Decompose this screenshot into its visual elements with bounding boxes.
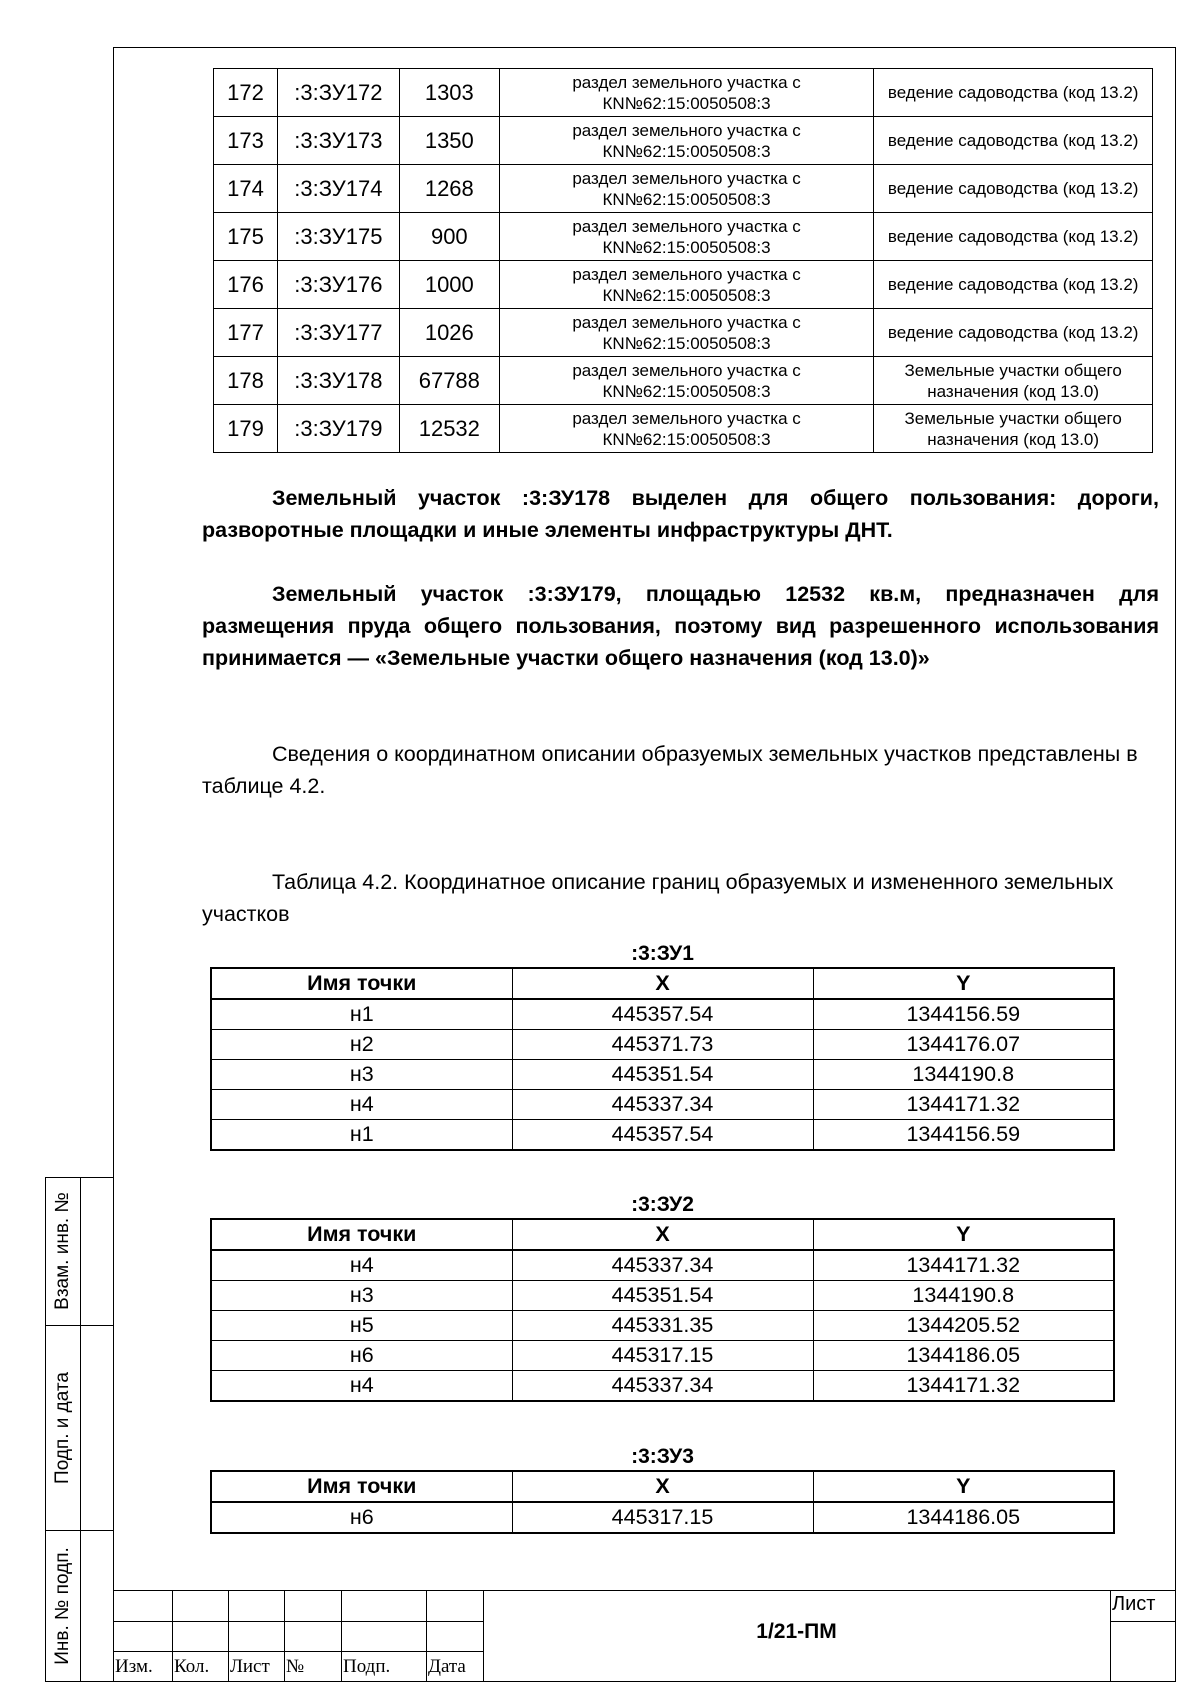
parcel-description: раздел земельного участка с КN№62:15:0050508:3	[499, 357, 874, 405]
parcel-id: :3:ЗУ174	[277, 165, 399, 213]
table-row	[211, 1060, 1114, 1090]
coord-y: 1344190.8	[813, 1281, 1114, 1311]
table-row	[211, 1371, 1114, 1402]
table-caption: Таблица 4.2. Координатное описание границ образуемых и измененного земельных участков	[202, 870, 1114, 926]
header-x: X	[512, 1219, 813, 1250]
table-row	[211, 1281, 1114, 1311]
coord-header-row	[211, 1219, 1114, 1250]
coord-table-title: :3:ЗУ2	[631, 1193, 694, 1216]
coord-x: 445351.54	[512, 1281, 813, 1311]
point-name: н4	[211, 1371, 512, 1402]
table-row	[214, 309, 1153, 357]
header-x: X	[512, 968, 813, 999]
coord-x: 445317.15	[512, 1341, 813, 1371]
parcel-area: 900	[399, 213, 499, 261]
parcel-number: 176	[214, 261, 278, 309]
parcel-number: 177	[214, 309, 278, 357]
title-block-podp: Подп.	[343, 1656, 391, 1677]
parcel-number: 175	[214, 213, 278, 261]
coord-y: 1344186.05	[813, 1341, 1114, 1371]
coord-y: 1344171.32	[813, 1371, 1114, 1402]
coord-y: 1344186.05	[813, 1502, 1114, 1533]
coord-y: 1344190.8	[813, 1060, 1114, 1090]
parcel-id: :3:ЗУ179	[277, 405, 399, 453]
table-row	[211, 1250, 1114, 1281]
coord-table-title: :3:ЗУ1	[631, 942, 694, 965]
coord-x: 445331.35	[512, 1311, 813, 1341]
parcel-description: раздел земельного участка с КN№62:15:0050508:3	[499, 69, 874, 117]
parcel-area: 1000	[399, 261, 499, 309]
header-point-name: Имя точки	[211, 1471, 512, 1502]
parcel-id: :3:ЗУ176	[277, 261, 399, 309]
parcel-area: 1268	[399, 165, 499, 213]
sheet-label: Лист	[1112, 1593, 1156, 1615]
title-block-list: Лист	[230, 1656, 270, 1677]
table-row	[211, 999, 1114, 1030]
point-name: н1	[211, 999, 512, 1030]
coord-x: 445337.34	[512, 1090, 813, 1120]
header-point-name: Имя точки	[211, 968, 512, 999]
header-x: X	[512, 1471, 813, 1502]
stamp-inv-podp: Инв. № подп.	[52, 1547, 73, 1665]
coord-x: 445371.73	[512, 1030, 813, 1060]
parcel-area: 1350	[399, 117, 499, 165]
parcel-description: раздел земельного участка с КN№62:15:0050508:3	[499, 117, 874, 165]
title-block-kol: Кол.	[174, 1656, 210, 1677]
parcel-permitted-use: ведение садоводства (код 13.2)	[874, 261, 1153, 309]
parcel-permitted-use: ведение садоводства (код 13.2)	[874, 165, 1153, 213]
coord-x: 445357.54	[512, 999, 813, 1030]
coord-y: 1344156.59	[813, 999, 1114, 1030]
coord-x: 445357.54	[512, 1120, 813, 1151]
parcel-permitted-use: ведение садоводства (код 13.2)	[874, 69, 1153, 117]
parcel-number: 173	[214, 117, 278, 165]
parcel-number: 178	[214, 357, 278, 405]
parcel-area: 67788	[399, 357, 499, 405]
point-name: н6	[211, 1341, 512, 1371]
parcel-permitted-use: Земельные участки общего назначения (код 13.0)	[874, 405, 1153, 453]
parcel-description: раздел земельного участка с КN№62:15:0050508:3	[499, 165, 874, 213]
header-y: Y	[813, 1219, 1114, 1250]
table-row	[211, 1030, 1114, 1060]
parcel-area: 1303	[399, 69, 499, 117]
parcel-permitted-use: ведение садоводства (код 13.2)	[874, 117, 1153, 165]
point-name: н1	[211, 1120, 512, 1151]
coord-header-row	[211, 968, 1114, 999]
point-name: н6	[211, 1502, 512, 1533]
title-block-izm: Изм.	[115, 1656, 153, 1677]
parcels-table	[213, 68, 1153, 453]
parcel-description: раздел земельного участка с КN№62:15:0050508:3	[499, 261, 874, 309]
parcel-number: 174	[214, 165, 278, 213]
parcel-id: :3:ЗУ173	[277, 117, 399, 165]
title-block-no: №	[286, 1656, 305, 1677]
parcel-id: :3:ЗУ178	[277, 357, 399, 405]
coord-y: 1344171.32	[813, 1090, 1114, 1120]
paragraph-zu178: Земельный участок :3:ЗУ178 выделен для общего пользования: дороги, разворотные площадки и иные элементы инфраструктуры ДНТ.	[202, 486, 1159, 542]
point-name: н3	[211, 1060, 512, 1090]
paragraph-coordinates-info: Сведения о координатном описании образуемых земельных участков представлены в таблице 4.2.	[202, 742, 1138, 798]
header-y: Y	[813, 968, 1114, 999]
header-point-name: Имя точки	[211, 1219, 512, 1250]
coord-x: 445337.34	[512, 1250, 813, 1281]
coord-x: 445317.15	[512, 1502, 813, 1533]
parcel-permitted-use: ведение садоводства (код 13.2)	[874, 213, 1153, 261]
point-name: н5	[211, 1311, 512, 1341]
title-block-data: Дата	[428, 1656, 466, 1677]
coord-y: 1344171.32	[813, 1250, 1114, 1281]
coord-table-zu3	[210, 1470, 1115, 1534]
table-row	[214, 405, 1153, 453]
parcel-permitted-use: ведение садоводства (код 13.2)	[874, 309, 1153, 357]
parcel-area: 1026	[399, 309, 499, 357]
table-row	[211, 1311, 1114, 1341]
parcel-description: раздел земельного участка с КN№62:15:0050508:3	[499, 405, 874, 453]
document-code: 1/21-ПМ	[756, 1620, 837, 1643]
header-y: Y	[813, 1471, 1114, 1502]
point-name: н2	[211, 1030, 512, 1060]
coord-y: 1344176.07	[813, 1030, 1114, 1060]
parcel-description: раздел земельного участка с КN№62:15:0050508:3	[499, 213, 874, 261]
coord-table-title: :3:ЗУ3	[631, 1445, 694, 1468]
coord-header-row	[211, 1471, 1114, 1502]
stamp-vzam-inv: Взам. инв. №	[52, 1192, 73, 1310]
point-name: н4	[211, 1250, 512, 1281]
coord-table-zu2	[210, 1218, 1115, 1402]
point-name: н3	[211, 1281, 512, 1311]
table-row	[214, 261, 1153, 309]
point-name: н4	[211, 1090, 512, 1120]
table-row	[214, 117, 1153, 165]
table-row	[214, 357, 1153, 405]
coord-x: 445351.54	[512, 1060, 813, 1090]
parcel-id: :3:ЗУ177	[277, 309, 399, 357]
table-row	[214, 213, 1153, 261]
parcel-id: :3:ЗУ172	[277, 69, 399, 117]
table-row	[211, 1341, 1114, 1371]
coord-table-zu1	[210, 967, 1115, 1151]
stamp-podp-data: Подп. и дата	[52, 1372, 73, 1484]
parcel-permitted-use: Земельные участки общего назначения (код 13.0)	[874, 357, 1153, 405]
table-row	[211, 1120, 1114, 1151]
coord-y: 1344205.52	[813, 1311, 1114, 1341]
coord-x: 445337.34	[512, 1371, 813, 1402]
paragraph-zu179: Земельный участок :3:ЗУ179, площадью 12532 кв.м, предназначен для размещения пруда общего пользования, поэтому вид разрешенного использования принимается — «Земельные участки общего назначения (код 13.0)»	[202, 582, 1159, 670]
table-row	[214, 165, 1153, 213]
parcel-area: 12532	[399, 405, 499, 453]
parcel-id: :3:ЗУ175	[277, 213, 399, 261]
table-row	[211, 1502, 1114, 1533]
parcel-number: 172	[214, 69, 278, 117]
parcel-description: раздел земельного участка с КN№62:15:0050508:3	[499, 309, 874, 357]
table-row	[211, 1090, 1114, 1120]
parcel-number: 179	[214, 405, 278, 453]
coord-y: 1344156.59	[813, 1120, 1114, 1151]
table-row	[214, 69, 1153, 117]
